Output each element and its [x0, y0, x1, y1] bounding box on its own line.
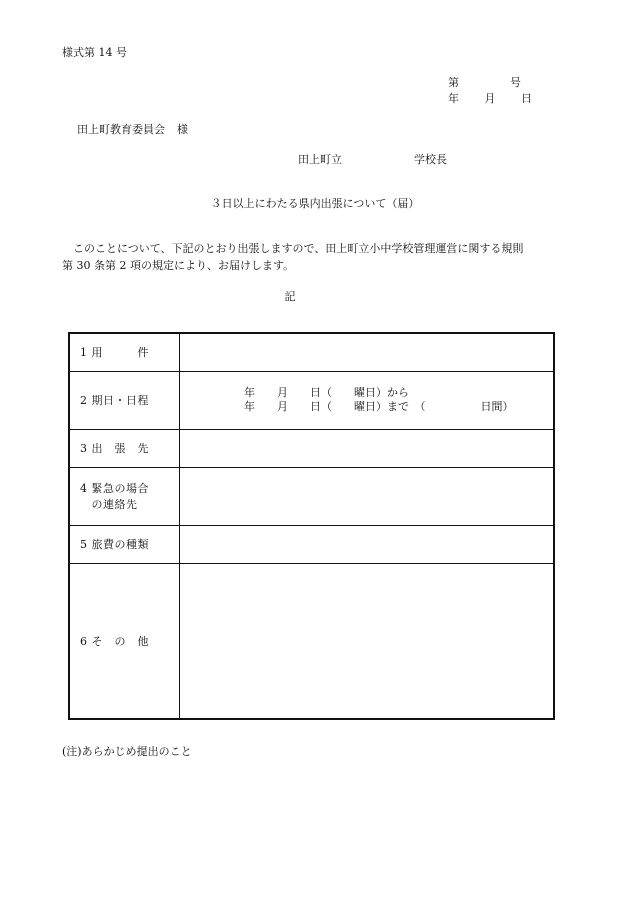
date-year: 年	[448, 92, 459, 105]
row-label-destination: 3 出 張 先	[69, 429, 180, 467]
ki-heading: 記	[284, 290, 296, 303]
date-day: 日	[521, 92, 532, 105]
row-value-purpose	[180, 333, 555, 371]
row-label-schedule: 2 期日・日程	[69, 371, 180, 429]
table-row	[69, 429, 554, 467]
form-number: 様式第 14 号	[62, 46, 127, 59]
document-number	[448, 74, 521, 90]
row-value-destination	[180, 429, 555, 467]
body-line-2: 第 30 条第 2 項の規定により、お届けします。	[62, 259, 295, 272]
doc-number-prefix: 第	[448, 76, 459, 89]
recipient-name: 田上町教育委員会	[77, 123, 165, 136]
sender-school: 田上町立	[298, 153, 342, 166]
table-row	[69, 467, 554, 525]
date-from-line: 年 月 日（ 曜日）から	[244, 386, 409, 399]
row-value-schedule	[180, 371, 555, 429]
recipient-honorific: 様	[177, 123, 188, 136]
date-to-line: 年 月 日（ 曜日）まで （ 日間）	[244, 400, 514, 413]
sender	[298, 151, 447, 167]
recipient	[77, 121, 188, 137]
emergency-label-line-2: の連絡先	[80, 498, 138, 511]
table-row	[69, 525, 554, 563]
row-value-travel-expense	[180, 525, 555, 563]
doc-number-suffix: 号	[510, 76, 521, 89]
body-text	[62, 240, 562, 274]
row-value-emergency	[180, 467, 555, 525]
date-month: 月	[484, 92, 496, 105]
form-table	[68, 332, 555, 720]
document-date	[448, 90, 532, 106]
emergency-label-line-1: 4 緊急の場合	[80, 482, 149, 495]
row-label-travel-expense: 5 旅費の種類	[69, 525, 180, 563]
row-value-other	[180, 563, 555, 719]
table-row	[69, 563, 554, 719]
sender-role: 学校長	[414, 153, 447, 166]
row-label-other: 6 そ の 他	[69, 563, 180, 719]
footnote: (注)あらかじめ提出のこと	[62, 745, 192, 758]
row-label-emergency	[69, 467, 180, 525]
body-line-1: このことについて、下記のとおり出張しますので、田上町立小中学校管理運営に関する規則	[73, 242, 524, 255]
row-label-purpose: 1 用 件	[69, 333, 180, 371]
table-row	[69, 333, 554, 371]
document-title: ３日以上にわたる県内出張について（届）	[210, 197, 420, 210]
table-row	[69, 371, 554, 429]
